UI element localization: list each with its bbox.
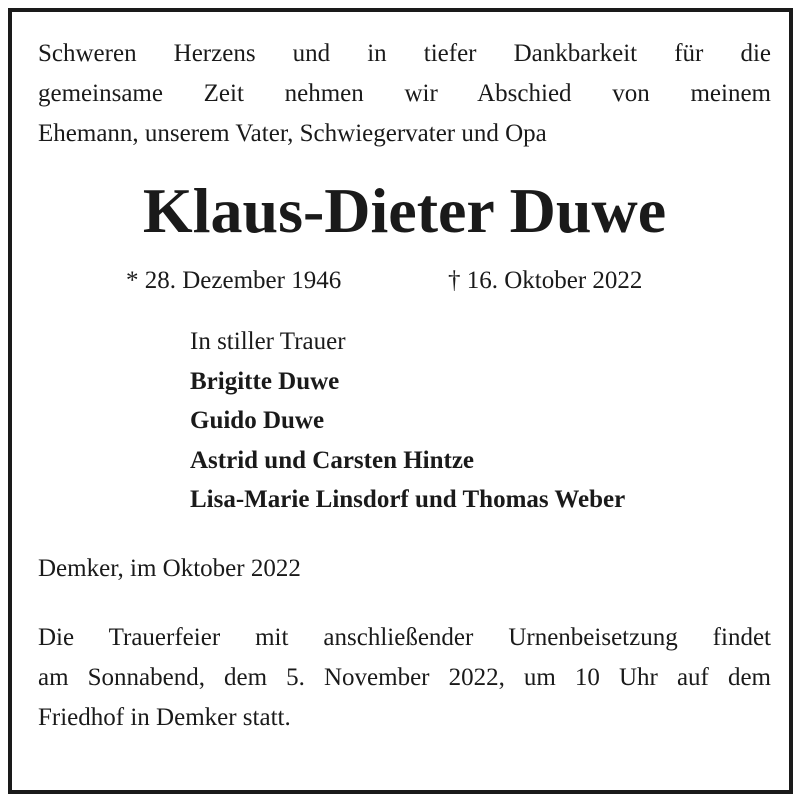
mourner-name: Astrid und Carsten Hintze	[190, 446, 475, 474]
birth-date: * 28. Dezember 1946	[126, 267, 342, 294]
obituary-frame	[8, 8, 793, 794]
mourners-list	[190, 322, 771, 520]
ceremony-info	[38, 618, 771, 738]
ceremony-line: am Sonnabend, dem 5. November 2022, um 10 Uhr auf dem	[38, 663, 771, 691]
place-date: Demker, im Oktober 2022	[38, 554, 301, 582]
mourner-name: Lisa-Marie Linsdorf und Thomas Weber	[190, 486, 626, 513]
intro-line: gemeinsame Zeit nehmen wir Abschied von meinem	[38, 80, 771, 107]
ceremony-line: Die Trauerfeier mit anschließender Urnenbeisetzung findet	[38, 623, 771, 651]
intro-text	[38, 34, 771, 154]
life-dates	[38, 264, 771, 298]
mourners-heading: In stiller Trauer	[190, 328, 346, 355]
deceased-name: Klaus-Dieter Duwe	[142, 175, 667, 246]
intro-line: Schweren Herzens und in tiefer Dankbarkeit für die	[38, 40, 771, 67]
obituary-content	[38, 34, 771, 738]
mourner-name: Brigitte Duwe	[190, 367, 340, 395]
ceremony-line: Friedhof in Demker statt.	[38, 703, 291, 731]
death-date: † 16. Oktober 2022	[448, 267, 643, 294]
intro-line: Ehemann, unserem Vater, Schwiegervater und Opa	[38, 120, 547, 147]
mourner-name: Guido Duwe	[190, 407, 325, 434]
